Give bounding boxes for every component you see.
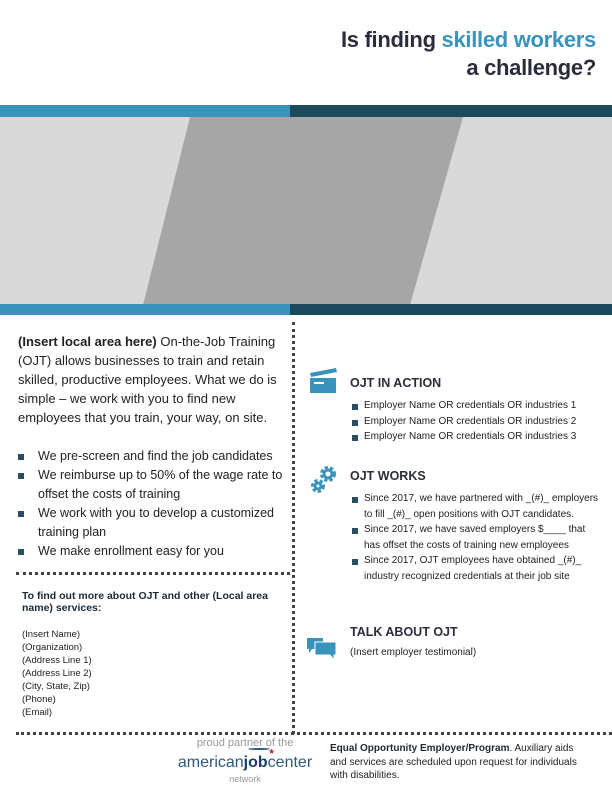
list-item: We pre-screen and find the job candidates — [18, 447, 290, 466]
ojt-in-action-list — [352, 398, 602, 445]
logo-part: center — [267, 754, 313, 771]
list-item: Employer Name OR credentials OR industries 3 — [352, 429, 602, 445]
intro-paragraph — [18, 332, 290, 427]
logo-wordmark — [160, 747, 330, 772]
vertical-divider — [292, 322, 295, 734]
eoe-statement — [330, 742, 590, 783]
logo-arc — [248, 748, 270, 750]
logo-network: network — [229, 774, 261, 784]
testimonial-text: (Insert employer testimonial) — [350, 647, 477, 658]
eoe-bold: Equal Opportunity Employer/Program — [330, 743, 510, 754]
american-job-center-logo — [160, 737, 330, 784]
logo-star-icon: ★ — [268, 747, 276, 756]
logo-part: american — [177, 754, 244, 771]
logo-tagline: proud partner of the — [196, 737, 294, 749]
title-text: Is finding — [340, 27, 442, 52]
contact-phone: (Phone) — [22, 694, 56, 705]
bottom-stripe-dark — [290, 304, 612, 315]
title-highlight: skilled workers — [441, 27, 596, 52]
list-item: We work with you to develop a customized training plan — [18, 504, 290, 542]
contact-info — [22, 628, 92, 719]
clapperboard-icon — [308, 368, 338, 394]
list-item: Since 2017, we have partnered with _(#)_ employers to fill _(#)_ open positions with OJT candidates. — [352, 491, 602, 522]
list-item: Employer Name OR credentials OR industries 2 — [352, 414, 602, 430]
contact-address-2: (Address Line 2) — [22, 668, 92, 679]
ojt-works-list — [352, 491, 602, 585]
section-heading-ojt-works: OJT WORKS — [350, 469, 426, 483]
title-line2: a challenge? — [466, 55, 596, 80]
hero-image-placeholder — [0, 117, 612, 305]
contact-email: (Email) — [22, 707, 53, 718]
list-item: We make enrollment easy for you — [18, 542, 290, 561]
footer-divider — [16, 732, 612, 735]
intro-text: On-the-Job Training (OJT) allows businesses to train and retain skilled, productive employees. What we do is simple – we work with you to find new employees that you train, your way, on site. — [18, 334, 277, 425]
chat-bubbles-icon — [307, 638, 337, 662]
benefits-list — [18, 447, 290, 561]
top-stripe-accent — [0, 105, 290, 117]
section-heading-talk-about-ojt: TALK ABOUT OJT — [350, 625, 458, 639]
top-stripe-dark — [290, 105, 612, 117]
contact-name: (Insert Name) — [22, 629, 81, 640]
contact-organization: (Organization) — [22, 642, 83, 653]
logo-part-bold: job — [243, 754, 268, 771]
page-title — [341, 26, 596, 82]
contact-heading: To find out more about OJT and other (Local area name) services: — [22, 590, 268, 614]
intro-local-area: (Insert local area here) — [18, 334, 157, 349]
section-divider — [16, 572, 290, 575]
list-item: Employer Name OR credentials OR industries 1 — [352, 398, 602, 414]
bottom-stripe-accent — [0, 304, 290, 315]
contact-city: (City, State, Zip) — [22, 681, 90, 692]
list-item: Since 2017, OJT employees have obtained _(#)_ industry recognized credentials at their job site — [352, 553, 602, 584]
section-heading-ojt-in-action: OJT IN ACTION — [350, 376, 442, 390]
contact-address-1: (Address Line 1) — [22, 655, 92, 666]
gears-icon — [309, 465, 337, 495]
eoe-text: . Auxiliary aids and services are scheduled upon request for individuals with disabilities. — [330, 743, 577, 781]
list-item: Since 2017, we have saved employers $____ that has offset the costs of training new employees — [352, 522, 602, 553]
list-item: We reimburse up to 50% of the wage rate to offset the costs of training — [18, 466, 290, 504]
